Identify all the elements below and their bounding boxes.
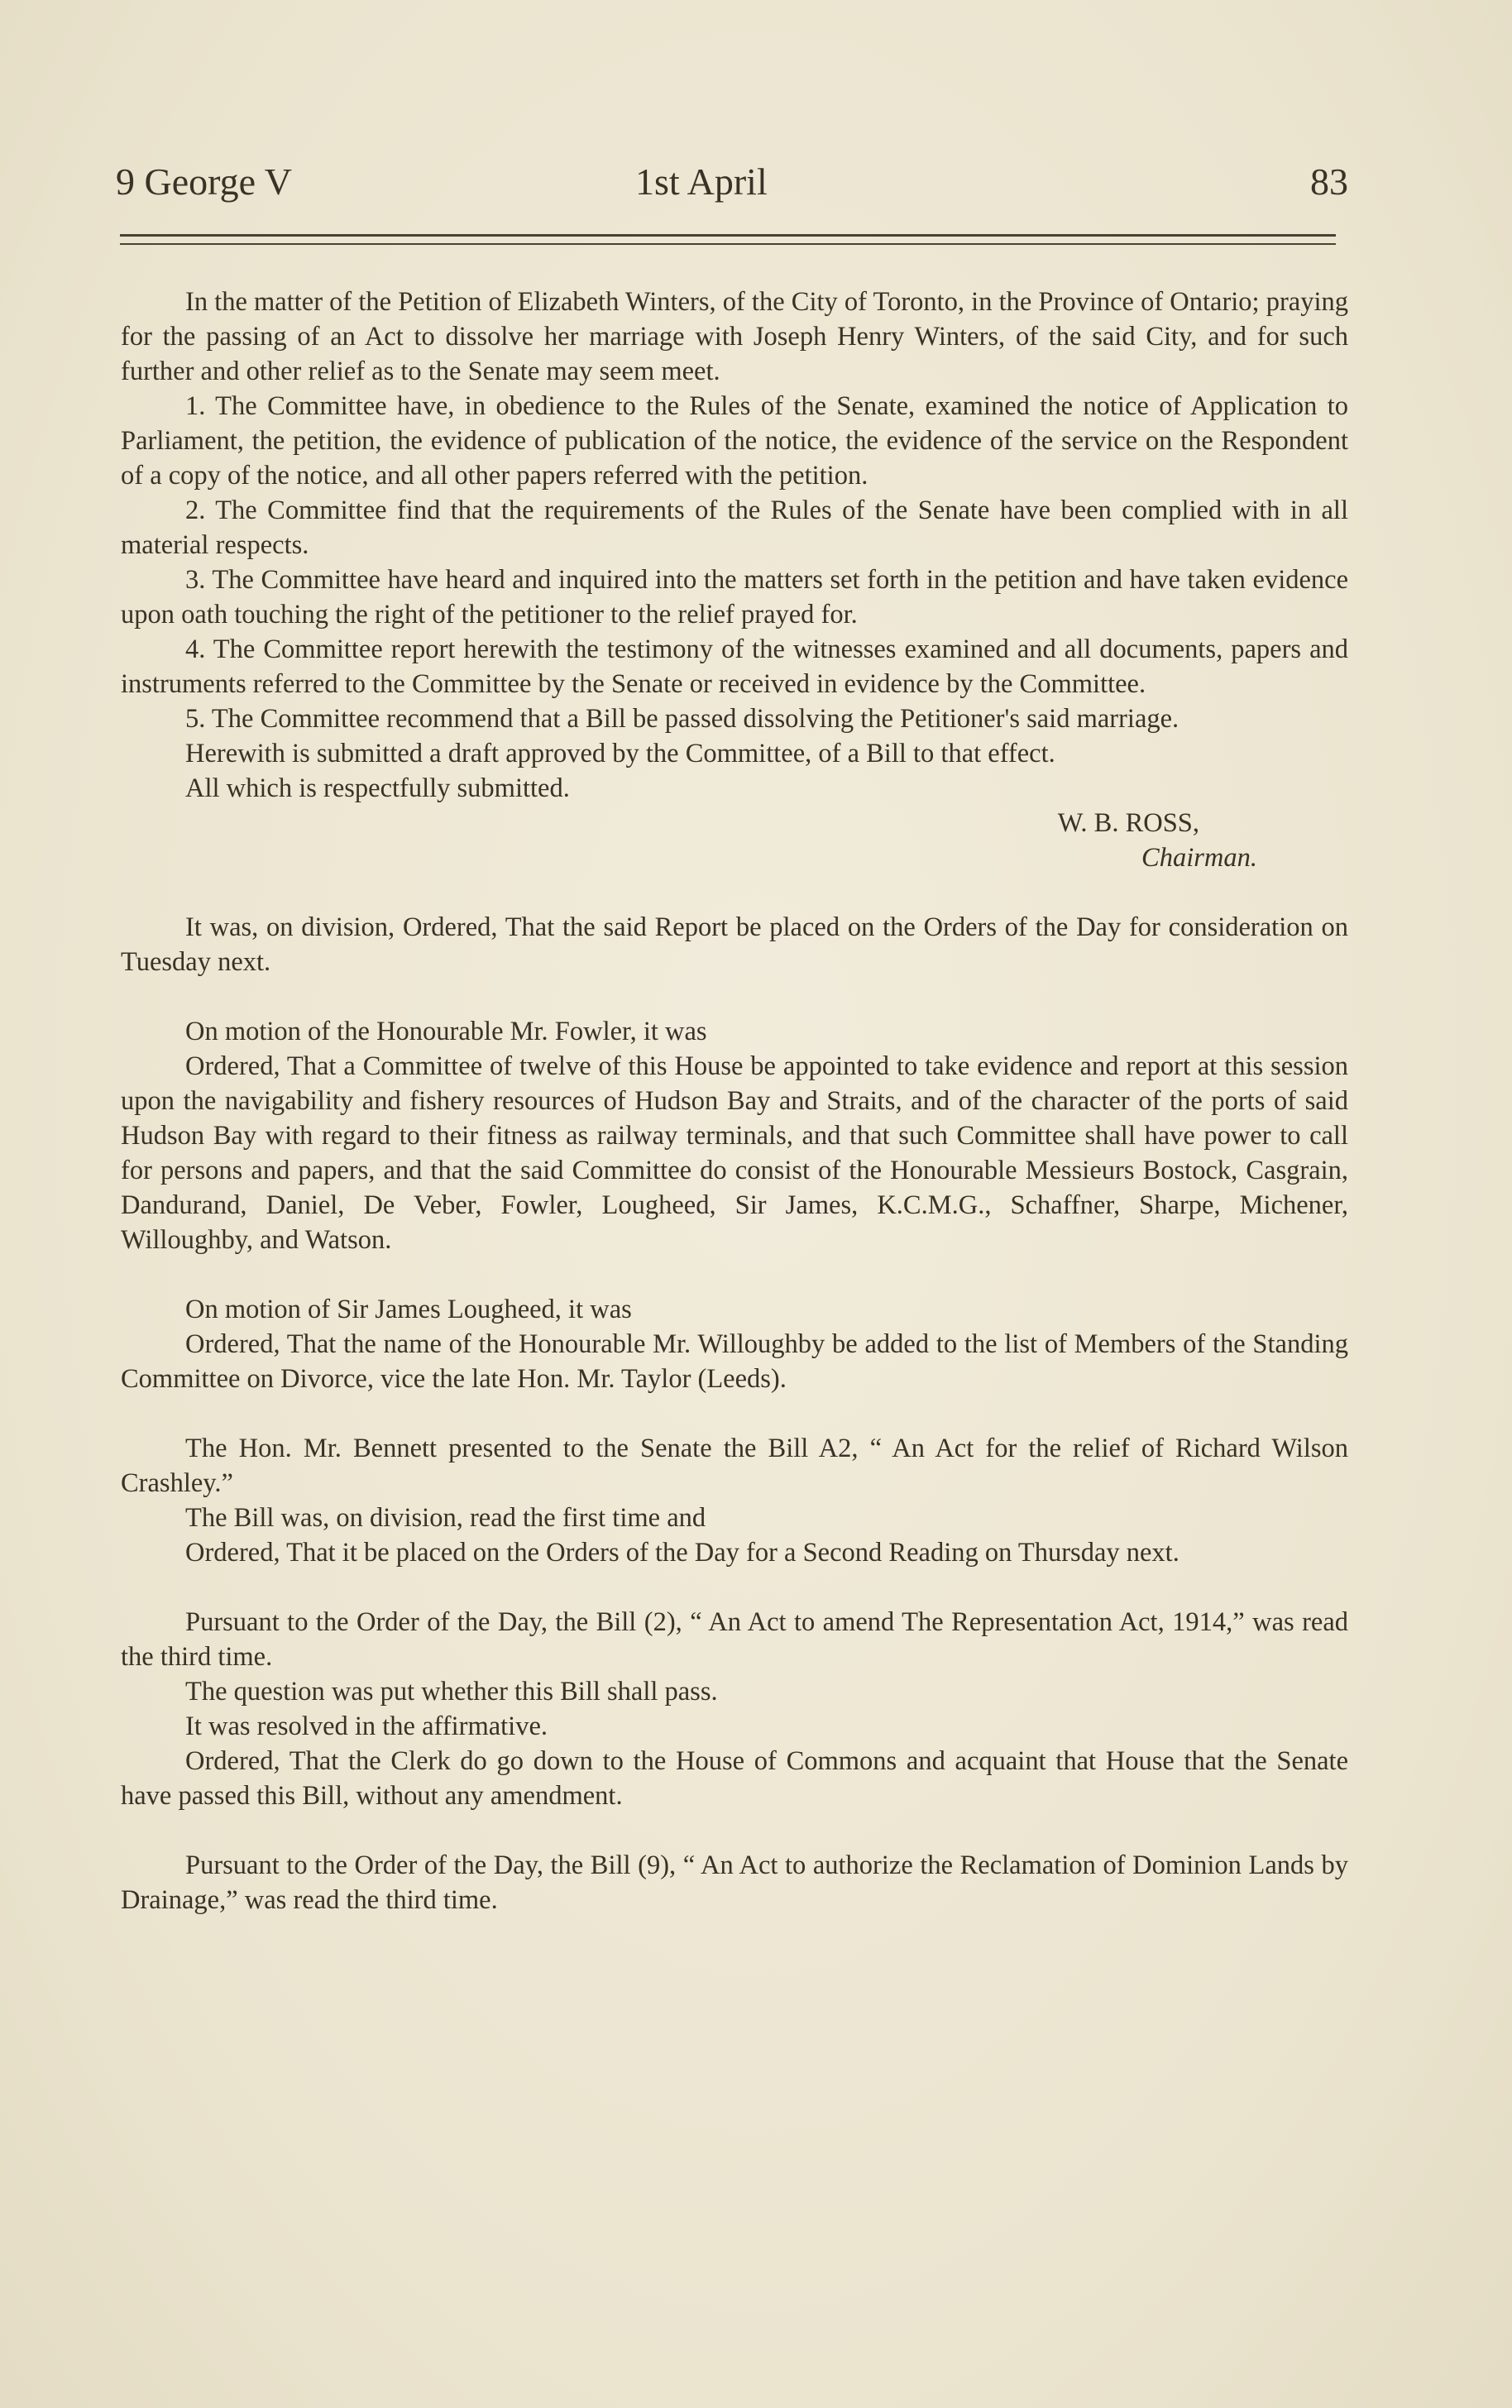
proceeding-paragraph: Pursuant to the Order of the Day, the Bill (9), “ An Act to authorize the Reclamation of Dominion Lands by Drainage,” was read the third time. bbox=[121, 1850, 1348, 1915]
page-number: 83 bbox=[1310, 160, 1348, 203]
petition-paragraph: In the matter of the Petition of Elizabeth Winters, of the City of Toronto, in the Province of Ontario; praying for the passing of an Act to dissolve her marriage with Joseph Henry Winters, of the said City, and for such further and other relief as to the Senate may seem meet. bbox=[121, 287, 1348, 386]
signature-title: Chairman. bbox=[1141, 843, 1257, 873]
header-session: 9 George V bbox=[116, 160, 292, 203]
report-item-3: 3. The Committee have heard and inquired into the matters set forth in the petition and have taken evidence upon oath touching the right of the petitioner to the relief prayed for. bbox=[121, 565, 1348, 630]
proceeding-paragraph: It was, on division, Ordered, That the said Report be placed on the Orders of the Day for consideration on Tuesday next. bbox=[121, 912, 1348, 977]
header-date: 1st April bbox=[635, 160, 768, 203]
report-item-5: 5. The Committee recommend that a Bill be passed dissolving the Petitioner's said marriage. bbox=[185, 704, 1179, 734]
running-head bbox=[116, 157, 1348, 207]
later-proceedings bbox=[121, 910, 1348, 1917]
proceeding-paragraph: The question was put whether this Bill shall pass. bbox=[185, 1677, 718, 1707]
report-item-2: 2. The Committee find that the requirements of the Rules of the Senate have been complied with in all material respects. bbox=[121, 495, 1348, 560]
proceeding-paragraph: The Hon. Mr. Bennett presented to the Senate the Bill A2, “ An Act for the relief of Richard Wilson Crashley.” bbox=[121, 1434, 1348, 1498]
proceeding-paragraph: On motion of the Honourable Mr. Fowler, it was bbox=[185, 1017, 707, 1046]
header-rule bbox=[120, 234, 1336, 237]
submission-paragraph: All which is respectfully submitted. bbox=[185, 773, 570, 803]
proceeding-paragraph: The Bill was, on division, read the first time and bbox=[185, 1503, 706, 1533]
proceeding-paragraph: Ordered, That the Clerk do go down to the House of Commons and acquaint that House that the Senate have passed this Bill, without any amendment. bbox=[121, 1746, 1348, 1811]
proceeding-paragraph: Ordered, That the name of the Honourable Mr. Willoughby be added to the list of Members of the Standing Committee on Divorce, vice the late Hon. Mr. Taylor (Leeds). bbox=[121, 1329, 1348, 1394]
proceeding-paragraph: Pursuant to the Order of the Day, the Bill (2), “ An Act to amend The Representation Act, 1914,” was read the third time. bbox=[121, 1607, 1348, 1672]
report-item-4: 4. The Committee report herewith the testimony of the witnesses examined and all documents, papers and instruments referred to the Committee by the Senate or received in evidence by the Committee. bbox=[121, 634, 1348, 699]
proceeding-paragraph: It was resolved in the affirmative. bbox=[185, 1711, 548, 1741]
proceeding-paragraph: Ordered, That a Committee of twelve of this House be appointed to take evidence and report at this session upon the navigability and fishery resources of Hudson Bay and Straits, and of the character of the ports of said Hudson Bay with regard to their fitness as railway terminals, and that such Committee shall have power to call for persons and papers, and that the said Committee do consist of the Honourable Messieurs Bostock, Casgrain, Dandurand, Daniel, De Veber, Fowler, Lougheed, Sir James, K.C.M.G., Schaffner, Sharpe, Michener, Willoughby, and Watson. bbox=[121, 1051, 1348, 1255]
signature-name: W. B. ROSS, bbox=[1057, 808, 1199, 838]
proceeding-paragraph: Ordered, That it be placed on the Orders of the Day for a Second Reading on Thursday next. bbox=[185, 1538, 1179, 1568]
proceeding-paragraph: On motion of Sir James Lougheed, it was bbox=[185, 1295, 632, 1324]
header-rule-secondary bbox=[120, 243, 1336, 245]
report-item-1: 1. The Committee have, in obedience to the Rules of the Senate, examined the notice of Application to Parliament, the petition, the evidence of publication of the notice, the evidence of the service on the Respondent of a copy of the notice, and all other papers referred with the petition. bbox=[121, 391, 1348, 491]
journal-body bbox=[121, 285, 1348, 1917]
draft-bill-paragraph: Herewith is submitted a draft approved by the Committee, of a Bill to that effect. bbox=[185, 739, 1055, 768]
